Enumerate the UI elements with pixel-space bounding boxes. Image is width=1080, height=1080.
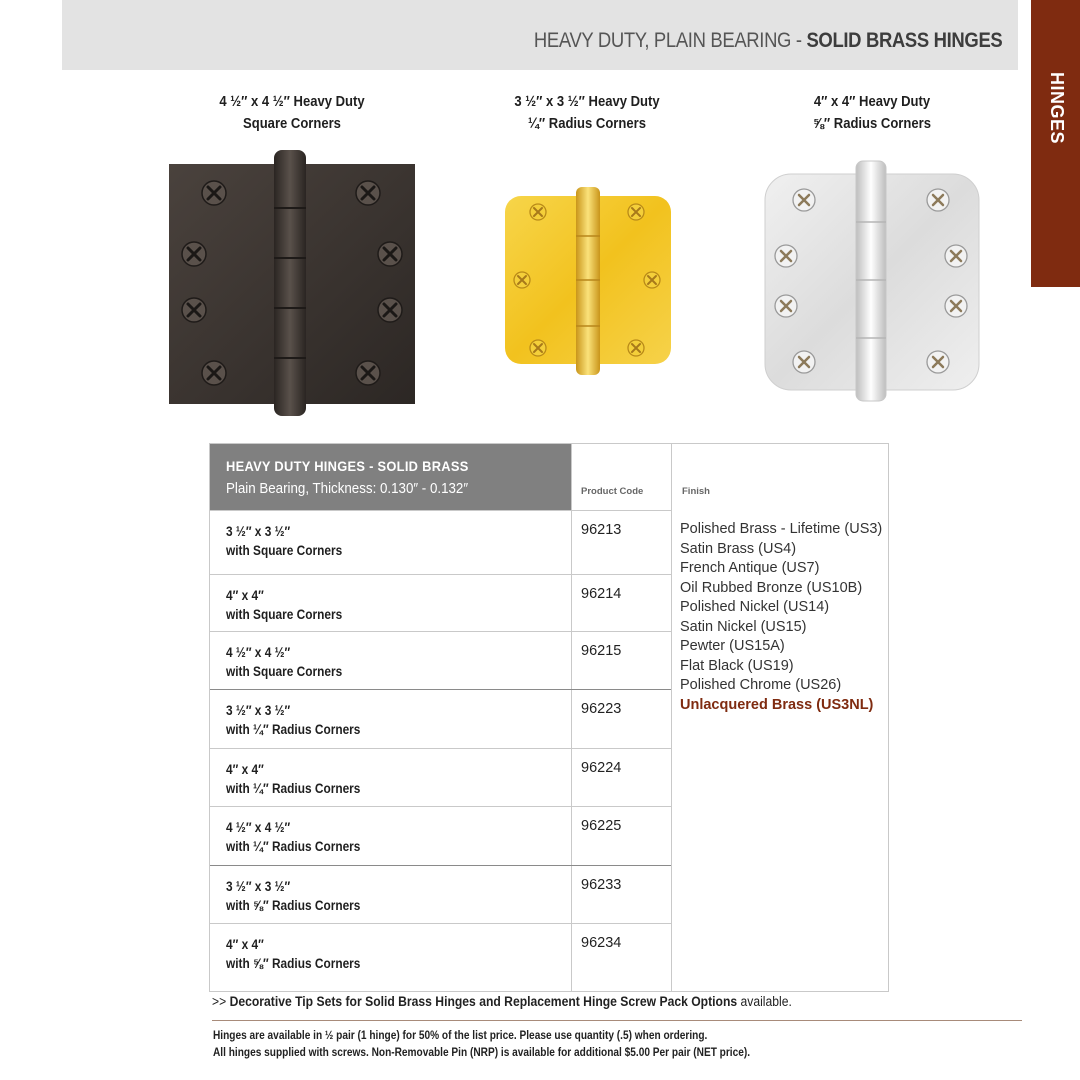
finish-item: Polished Brass - Lifetime (US3) — [680, 521, 883, 537]
footnote-line-2: All hinges supplied with screws. Non-Removable Pin (NRP) is available for additional $5.00 Per pair (NET price). — [213, 1047, 751, 1059]
finish-item: Polished Nickel (US14) — [680, 599, 830, 615]
table-row: 3 ½″ x 3 ½″ with ¼″ Radius Corners 96223 — [210, 689, 671, 747]
page-title: HEAVY DUTY, PLAIN BEARING - SOLID BRASS HINGES — [533, 29, 1002, 52]
finish-item: Satin Brass (US4) — [680, 540, 797, 557]
options-notice[interactable]: >> Decorative Tip Sets for Solid Brass Hinges and Replacement Hinge Screw Pack Options available. — [212, 994, 792, 1009]
hinge-image-radius-brass — [504, 186, 672, 376]
column-header-product-code: Product Code — [581, 486, 644, 497]
product-code: 96234 — [581, 935, 622, 951]
product-code: 96224 — [581, 760, 622, 776]
options-link[interactable]: Decorative Tip Sets for Solid Brass Hinges and Replacement Hinge Screw Pack Options — [229, 994, 738, 1009]
product-table — [209, 443, 889, 992]
finish-list — [680, 520, 882, 715]
divider — [212, 1020, 1022, 1021]
table-row: 4 ½″ x 4 ½″ with Square Corners 96215 — [210, 631, 671, 689]
table-title: HEAVY DUTY HINGES - SOLID BRASS — [226, 458, 469, 474]
finish-item: Oil Rubbed Bronze (US10B) — [680, 579, 863, 596]
table-row: 4″ x 4″ with ⅝″ Radius Corners 96234 — [210, 923, 671, 981]
product-caption-1: 4 ½″ x 4 ½″ Heavy Duty Square Corners — [219, 94, 365, 132]
product-code: 96215 — [581, 643, 622, 659]
hinge-image-radius-chrome — [764, 160, 980, 402]
product-code: 96233 — [581, 877, 622, 893]
table-subtitle: Plain Bearing, Thickness: 0.130″ - 0.132″ — [226, 481, 469, 497]
hinge-image-square-bronze — [168, 148, 416, 418]
table-row: 3 ½″ x 3 ½″ with Square Corners 96213 — [210, 510, 671, 568]
table-row: 3 ½″ x 3 ½″ with ⅝″ Radius Corners 96233 — [210, 865, 671, 923]
product-caption-2: 3 ½″ x 3 ½″ Heavy Duty ¼″ Radius Corners — [514, 94, 660, 132]
product-code: 96213 — [581, 522, 622, 538]
finish-item: Satin Nickel (US15) — [680, 618, 807, 635]
table-row: 4″ x 4″ with ¼″ Radius Corners 96224 — [210, 748, 671, 806]
finish-item-highlight: Unlacquered Brass (US3NL) — [680, 696, 874, 713]
table-row: 4 ½″ x 4 ½″ with ¼″ Radius Corners 96225 — [210, 806, 671, 864]
footnote-line-1: Hinges are available in ½ pair (1 hinge) for 50% of the list price. Please use quantity (.5) when ordering. — [213, 1030, 708, 1042]
product-code: 96225 — [581, 818, 622, 834]
column-header-finish: Finish — [682, 486, 710, 497]
section-tab-hinges[interactable] — [1031, 0, 1080, 287]
finish-item: Flat Black (US19) — [680, 657, 794, 674]
column-divider — [671, 444, 672, 991]
section-tab-label: HINGES — [1047, 72, 1067, 145]
product-caption-3: 4″ x 4″ Heavy Duty ⅝″ Radius Corners — [813, 94, 931, 132]
table-row: 4″ x 4″ with Square Corners 96214 — [210, 574, 671, 632]
product-code: 96214 — [581, 586, 622, 602]
table-header-title-cell — [210, 444, 571, 510]
finish-item: Pewter (US15A) — [680, 638, 785, 654]
finish-item: French Antique (US7) — [680, 560, 820, 576]
header-band — [62, 0, 1018, 70]
finish-item: Polished Chrome (US26) — [680, 677, 842, 693]
product-code: 96223 — [581, 701, 622, 717]
